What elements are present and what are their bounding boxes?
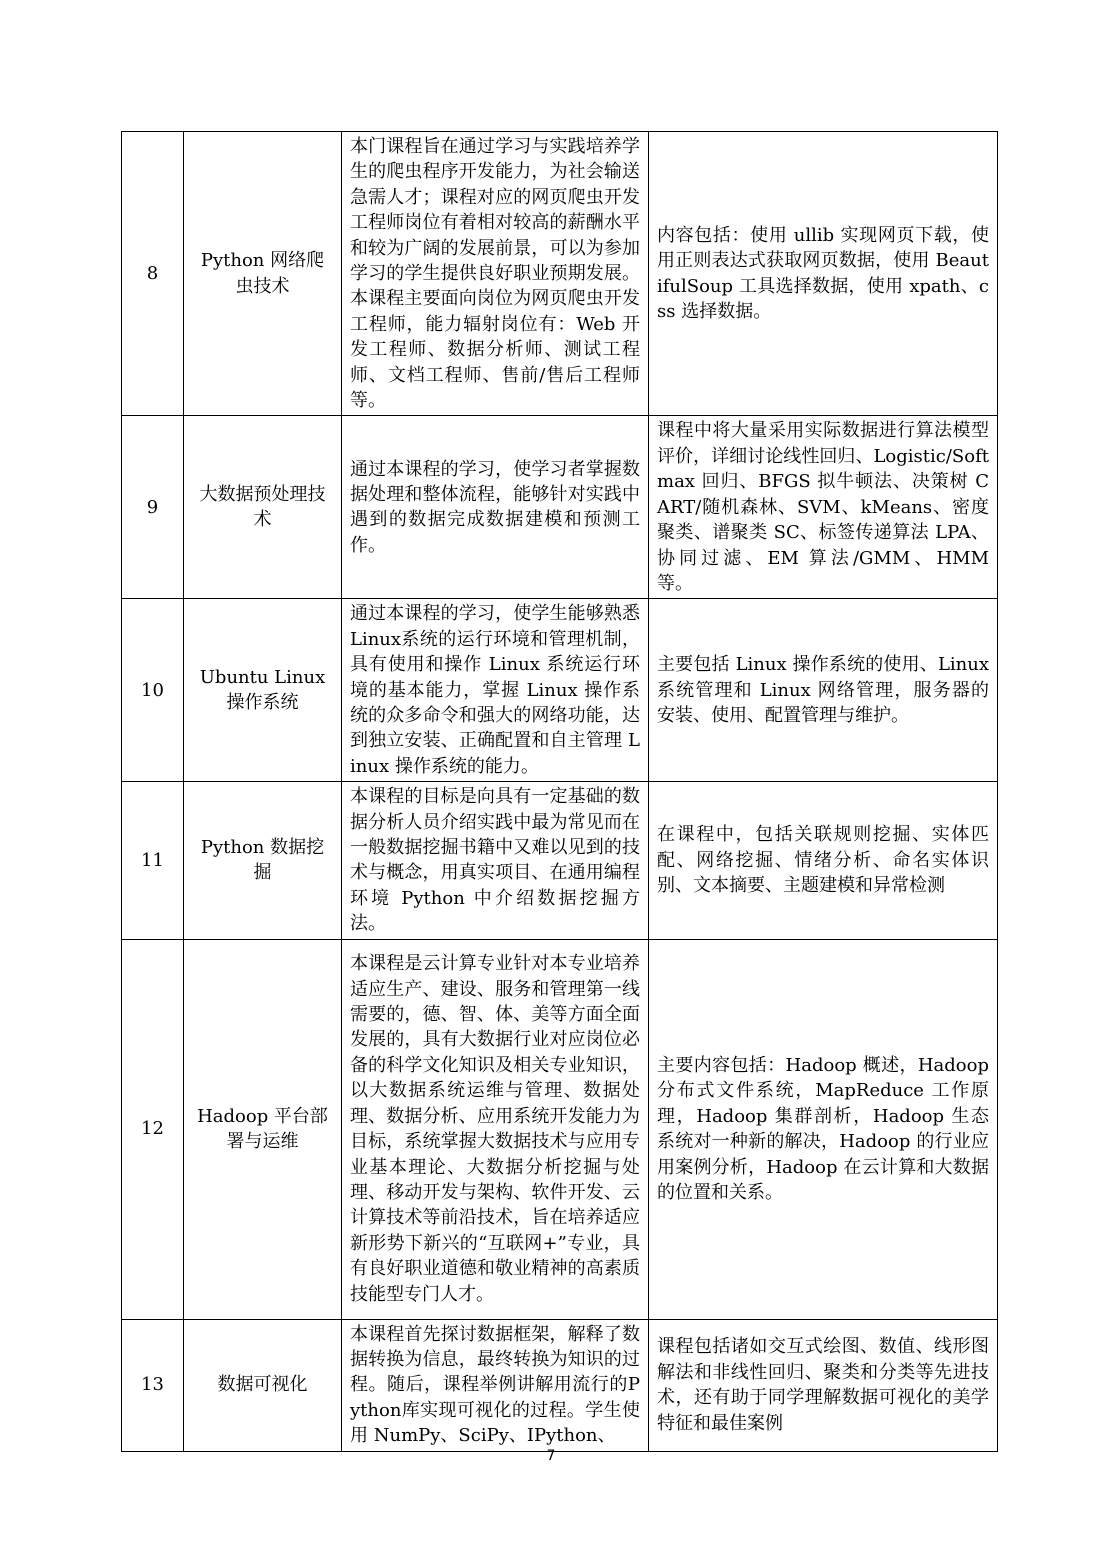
course-goal: 本门课程旨在通过学习与实践培养学生的爬虫程序开发能力，为社会输送急需人才；课程对应的网页爬虫开发工程师岗位有着相对较高的薪酬水平和较为广阔的发展前景，可以为参加学习的学生提供良好职业预期发展。本课程主要面向岗位为网页爬虫开发工程师，能力辐射岗位有：Web 开发工程师、数据分析师、测试工程师、文档工程师、售前/售后工程师等。 [342,132,649,416]
course-number: 13 [122,1319,184,1451]
course-name: Python 数据挖掘 [184,782,342,939]
course-number: 8 [122,132,184,416]
course-goal: 通过本课程的学习，使学习者掌握数据处理和整体流程，能够针对实践中遇到的数据完成数据建模和预测工作。 [342,416,649,599]
table-row [122,1319,998,1451]
course-number: 10 [122,599,184,782]
course-goal: 本课程的目标是向具有一定基础的数据分析人员介绍实践中最为常见而在一般数据挖掘书籍中又难以见到的技术与概念，用真实项目、在通用编程环境 Python 中介绍数据挖掘方法。 [342,782,649,939]
page-number: 7 [546,1448,556,1464]
table-row [122,416,998,599]
table-row [122,939,998,1319]
course-goal: 本课程是云计算专业针对本专业培养适应生产、建设、服务和管理第一线需要的，德、智、体、美等方面全面发展的，具有大数据行业对应岗位必备的科学文化知识及相关专业知识，以大数据系统运维与管理、数据处理、数据分析、应用系统开发能力为目标，系统掌握大数据技术与应用专业基本理论、大数据分析挖掘与处理、移动开发与架构、软件开发、云计算技术等前沿技术，旨在培养适应新形势下新兴的“互联网+”专业，具有良好职业道德和敬业精神的高素质技能型专门人才。 [342,939,649,1319]
course-content: 课程中将大量采用实际数据进行算法模型评价，详细讨论线性回归、Logistic/Softmax 回归、BFGS 拟牛顿法、决策树 CART/随机森林、SVM、kMeans、密度聚类、谱聚类 SC、标签传递算法 LPA、协同过滤、EM 算法/GMM、HMM 等。 [649,416,998,599]
course-content: 主要包括 Linux 操作系统的使用、Linux 系统管理和 Linux 网络管理，服务器的安装、使用、配置管理与维护。 [649,599,998,782]
course-content: 在课程中，包括关联规则挖掘、实体匹配、网络挖掘、情绪分析、命名实体识别、文本摘要、主题建模和异常检测 [649,782,998,939]
course-name: Python 网络爬虫技术 [184,132,342,416]
course-goal: 通过本课程的学习，使学生能够熟悉Linux系统的运行环境和管理机制，具有使用和操作 Linux 系统运行环境的基本能力，掌握 Linux 操作系统的众多命令和强大的网络功能，达到独立安装、正确配置和自主管理 Linux 操作系统的能力。 [342,599,649,782]
course-table [121,131,998,1452]
course-number: 12 [122,939,184,1319]
table-row [122,782,998,939]
table-row [122,132,998,416]
course-goal: 本课程首先探讨数据框架，解释了数据转换为信息，最终转换为知识的过程。随后，课程举例讲解用流行的Python库实现可视化的过程。学生使用 NumPy、SciPy、IPython、 [342,1319,649,1451]
course-content: 课程包括诸如交互式绘图、数值、线形图解法和非线性回归、聚类和分类等先进技术，还有助于同学理解数据可视化的美学特征和最佳案例 [649,1319,998,1451]
course-name: Ubuntu Linux 操作系统 [184,599,342,782]
course-name: Hadoop 平台部署与运维 [184,939,342,1319]
course-number: 9 [122,416,184,599]
table-row [122,599,998,782]
course-content: 内容包括：使用 ullib 实现网页下载，使用正则表达式获取网页数据，使用 BeautifulSoup 工具选择数据，使用 xpath、css 选择数据。 [649,132,998,416]
course-name: 数据可视化 [184,1319,342,1451]
course-content: 主要内容包括：Hadoop 概述，Hadoop 分布式文件系统，MapReduce 工作原理，Hadoop 集群剖析，Hadoop 生态系统对一种新的解决，Hadoop 的行业应用案例分析，Hadoop 在云计算和大数据的位置和关系。 [649,939,998,1319]
course-name: 大数据预处理技术 [184,416,342,599]
course-number: 11 [122,782,184,939]
